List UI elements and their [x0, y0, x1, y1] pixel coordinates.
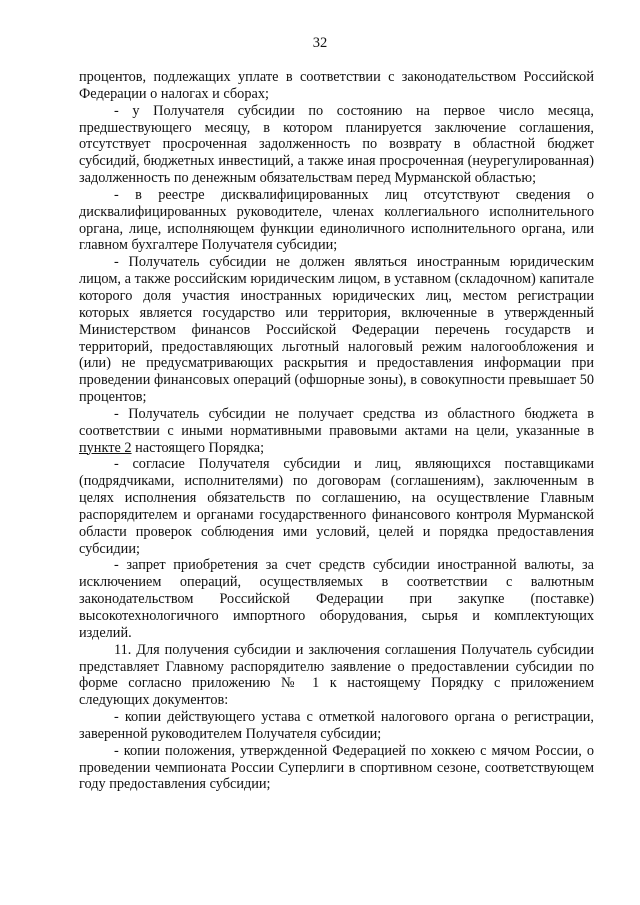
page-number: 32	[312, 35, 328, 51]
paragraph-foreign-entity: - Получатель субсидии не должен являться иностранным юридическим лицом, а также российским юридическим лицом, в уставном (складочном) капитале которого доля участия иностранных юридических лиц, местом регистрации которых является государство или территория, включенные в утвержденный Министерством финансов Российской Федерации перечень государств и территорий, предоставляющих льготный налоговый режим налогообложения и (или) не предусматривающих раскрытия и предоставления информации при проведении финансовых операций (офшорные зоны), в совокупности превышает 50 процентов;	[79, 254, 594, 406]
clause-2-link[interactable]: пункте 2	[79, 439, 132, 456]
paragraph-text-before-link: - Получатель субсидии не получает средства из областного бюджета в соответствии с иными нормативными правовыми актами на цели, указанные в	[79, 405, 594, 439]
paragraph-disqualified-persons: - в реестре дисквалифицированных лиц отсутствуют сведения о дисквалифицированных руководителе, членах коллегиального исполнительного органа, лице, исполняющем функции единоличного исполнительного органа, или главном бухгалтере Получателя субсидии;	[79, 186, 594, 254]
document-body	[79, 69, 594, 793]
paragraph-currency-ban: - запрет приобретения за счет средств субсидии иностранной валюты, за исключением операций, осуществляемых в соответствии с валютным законодательством Российской Федерации при закупке (поставке) высокотехнологичного импортного оборудования, сырья и комплектующих изделий.	[79, 557, 594, 641]
paragraph-control-consent: - согласие Получателя субсидии и лиц, являющихся поставщиками (подрядчиками, исполнителями) по договорам (соглашениям), заключенным в целях исполнения обязательств по соглашению, на осуществление Главным распорядителем и органами государственного финансового контроля Мурманской области проверок соблюдения ими условий, целей и порядка предоставления субсидии;	[79, 456, 594, 557]
paragraph-charter-copy: - копии действующего устава с отметкой налогового органа о регистрации, заверенной руководителем Получателя субсидии;	[79, 709, 594, 742]
paragraph-continuation: процентов, подлежащих уплате в соответствии с законодательством Российской Федерации о налогах и сборах;	[79, 69, 594, 102]
paragraph-text-after-link: настоящего Порядка;	[131, 439, 265, 456]
paragraph-regulation-copy: - копии положения, утвержденной Федерацией по хоккею с мячом России, о проведении чемпионата России Суперлиги в спортивном сезоне, соответствующем году предоставления субсидии;	[79, 742, 594, 793]
paragraph-no-other-funding	[79, 406, 594, 457]
paragraph-clause-11: 11. Для получения субсидии и заключения соглашения Получатель субсидии представляет Главному распорядителю заявление о предоставлении субсидии по форме согласно приложению № 1 к настоящему Порядку с приложением следующих документов:	[79, 641, 594, 709]
paragraph-no-overdue-debt: - у Получателя субсидии по состоянию на первое число месяца, предшествующего месяцу, в котором планируется заключение соглашения, отсутствует просроченная задолженность по возврату в областной бюджет субсидий, бюджетных инвестиций, а также иная просроченная (неурегулированная) задолженность по денежным обязательствам перед Мурманской областью;	[79, 102, 594, 187]
